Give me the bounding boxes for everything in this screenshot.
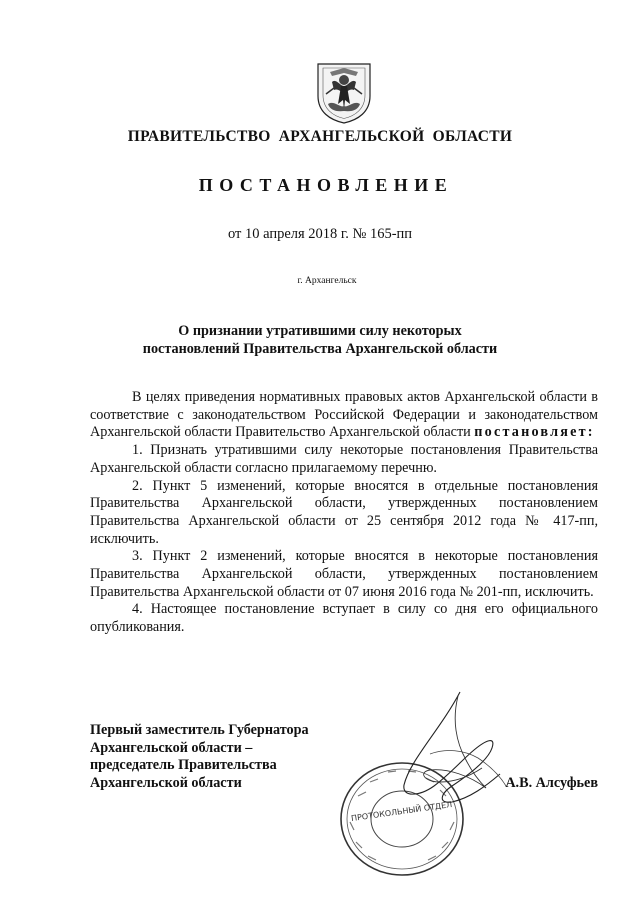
signer-title-line-2: Архангельской области – [90,739,253,756]
stamp-text: ПРОТОКОЛЬНЫЙ ОТДЕЛ [350,799,453,824]
subject-line-2: постановлений Правительства Архангельской области [142,341,498,357]
item-3: 3. Пункт 2 изменений, которые вносятся в некоторые постановления Правительства Архангельской области, утвержденных постановлением Правительства Архангельской области от 07 июня 2016 года № 201-пп, исключить. [90,548,598,600]
date-and-number: от 10 апреля 2018 г. № 165-пп [227,226,413,242]
signer-title-line-4: Архангельской области [90,774,242,791]
item-4: 4. Настоящее постановление вступает в силу со дня его официального опубликования. [90,601,598,636]
signer-title-line-3: председатель Правительства [90,757,277,774]
arkhangelsk-coat-of-arms-icon [314,60,374,124]
subject-line-1: О признании утратившими силу некоторых [178,323,462,339]
city: г. Архангельск [297,276,357,286]
resolves-word: постановляет: [474,424,595,441]
signer-title [90,722,309,792]
signer-name: А.В. Алсуфьев [505,775,598,791]
preamble-text: В целях приведения нормативных правовых актов Архангельской области в соответствие с законодательством Российской Федерации и законодательством Архангельской области Правительство Архангельской области [90,389,598,441]
document-type: ПОСТАНОВЛЕНИЕ [198,175,454,195]
decree-body [90,389,598,637]
signer-title-line-1: Первый заместитель Губернатора [90,722,309,738]
item-1: 1. Признать утратившими силу некоторые постановления Правительства Архангельской области согласно прилагаемому перечню. [90,442,598,476]
preamble-paragraph [90,389,598,442]
decree-subject [0,322,640,358]
handwritten-signature-icon [400,690,510,815]
item-2: 2. Пункт 5 изменений, которые вносятся в отдельные постановления Правительства Архангельской области, утвержденных постановлением Правительства Архангельской области от 25 сентября 2012 года № 417-пп, исключить. [90,477,598,547]
government-title: ПРАВИТЕЛЬСТВО АРХАНГЕЛЬСКОЙ ОБЛАСТИ [127,128,513,145]
